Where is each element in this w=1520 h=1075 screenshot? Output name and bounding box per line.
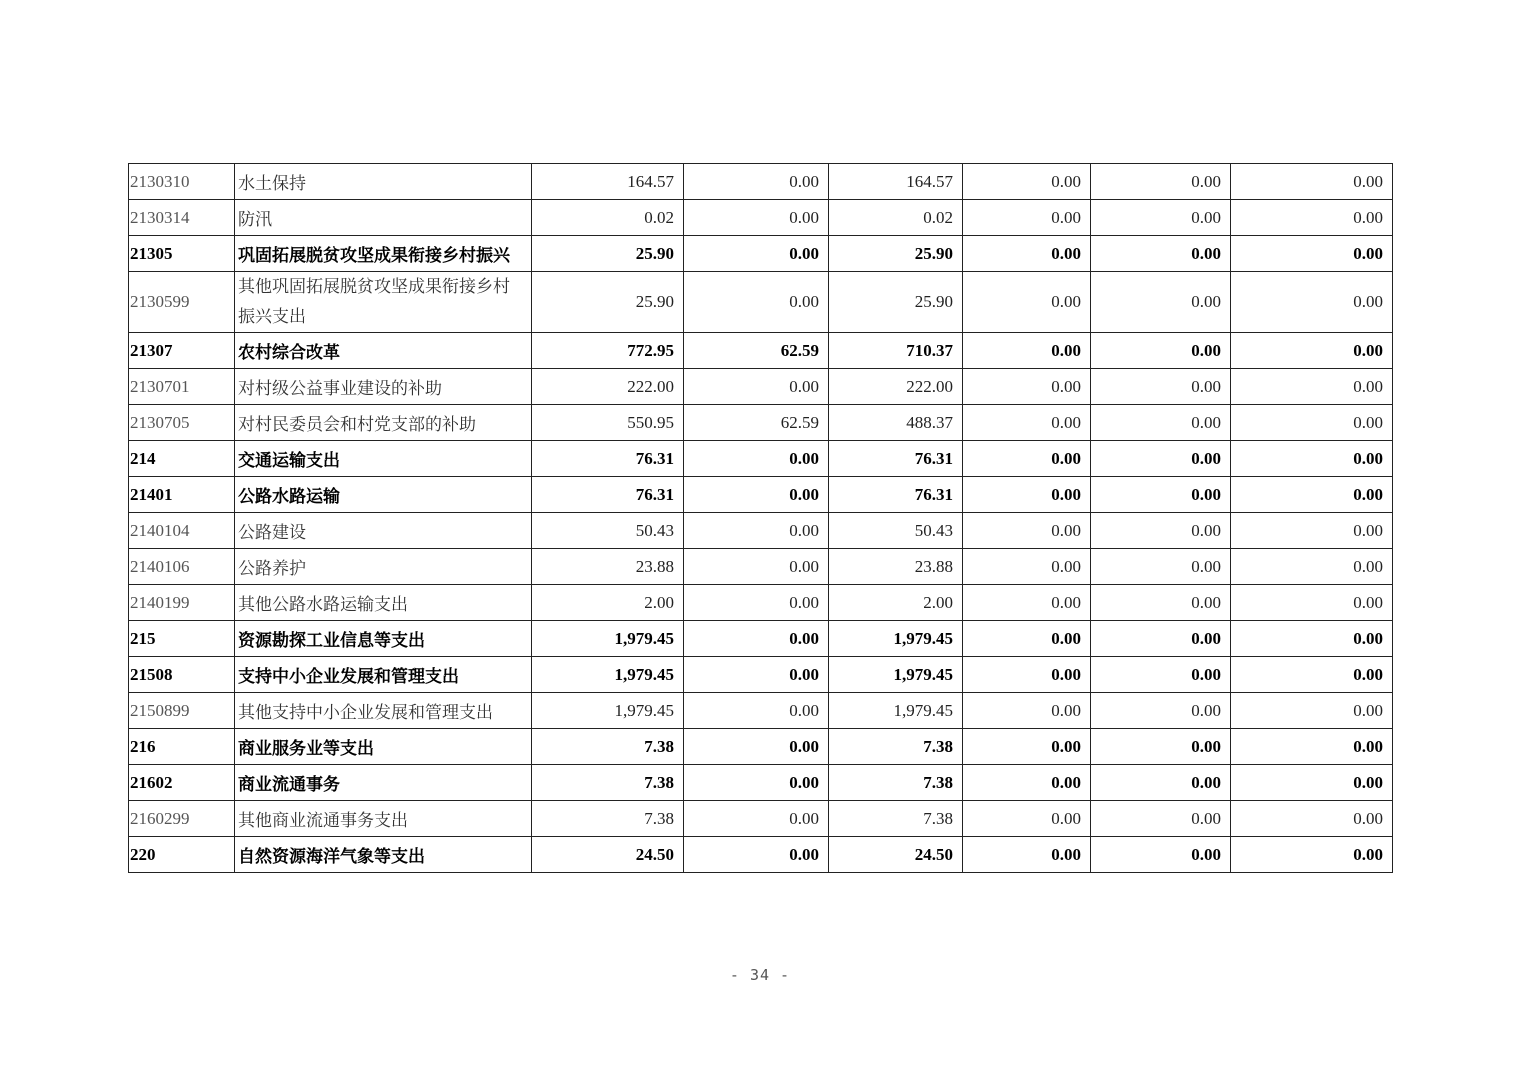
account-code-cell: 2160299: [129, 801, 235, 837]
amount-cell: 0.00: [684, 369, 829, 405]
account-code-cell: 21602: [129, 765, 235, 801]
amount-cell: 1,979.45: [829, 693, 963, 729]
amount-cell: 0.00: [963, 441, 1091, 477]
amount-cell: 1,979.45: [532, 693, 684, 729]
amount-cell: 0.00: [1231, 585, 1393, 621]
amount-cell: 7.38: [829, 765, 963, 801]
amount-cell: 0.00: [1091, 513, 1231, 549]
amount-cell: 0.00: [1091, 657, 1231, 693]
amount-cell: 7.38: [829, 801, 963, 837]
amount-cell: 0.00: [963, 369, 1091, 405]
amount-cell: 0.00: [684, 164, 829, 200]
account-code-cell: 21307: [129, 333, 235, 369]
account-code-cell: 2150899: [129, 693, 235, 729]
amount-cell: 0.00: [1231, 333, 1393, 369]
account-name-cell: 对村级公益事业建设的补助: [235, 369, 532, 405]
table-row: [129, 477, 1393, 513]
amount-cell: 0.00: [963, 801, 1091, 837]
account-name-cell: 资源勘探工业信息等支出: [235, 621, 532, 657]
amount-cell: 0.00: [963, 657, 1091, 693]
amount-cell: 0.00: [963, 236, 1091, 272]
amount-cell: 0.00: [1231, 272, 1393, 333]
account-name-cell: 其他巩固拓展脱贫攻坚成果衔接乡村振兴支出: [235, 272, 532, 333]
table-row: [129, 441, 1393, 477]
amount-cell: 23.88: [829, 549, 963, 585]
account-name-cell: 防汛: [235, 200, 532, 236]
amount-cell: 76.31: [532, 441, 684, 477]
amount-cell: 710.37: [829, 333, 963, 369]
amount-cell: 0.00: [1091, 621, 1231, 657]
account-name-cell: 交通运输支出: [235, 441, 532, 477]
amount-cell: 0.00: [684, 837, 829, 873]
account-code-cell: 21508: [129, 657, 235, 693]
account-code-cell: 21305: [129, 236, 235, 272]
amount-cell: 0.00: [684, 693, 829, 729]
table-row: [129, 164, 1393, 200]
amount-cell: 7.38: [829, 729, 963, 765]
account-name-cell: 其他支持中小企业发展和管理支出: [235, 693, 532, 729]
amount-cell: 7.38: [532, 801, 684, 837]
table-row: [129, 236, 1393, 272]
amount-cell: 0.00: [1091, 765, 1231, 801]
amount-cell: 222.00: [829, 369, 963, 405]
account-code-cell: 2130314: [129, 200, 235, 236]
amount-cell: 2.00: [532, 585, 684, 621]
table-body: [129, 164, 1393, 873]
amount-cell: 24.50: [829, 837, 963, 873]
account-name-cell: 支持中小企业发展和管理支出: [235, 657, 532, 693]
account-name-cell: 巩固拓展脱贫攻坚成果衔接乡村振兴: [235, 236, 532, 272]
amount-cell: 0.00: [1231, 621, 1393, 657]
amount-cell: 0.00: [684, 621, 829, 657]
account-name-cell: 其他公路水路运输支出: [235, 585, 532, 621]
amount-cell: 0.00: [684, 200, 829, 236]
page-number: - 34 -: [729, 966, 791, 984]
amount-cell: 0.00: [684, 765, 829, 801]
amount-cell: 0.00: [963, 272, 1091, 333]
amount-cell: 0.00: [963, 333, 1091, 369]
amount-cell: 0.00: [1091, 164, 1231, 200]
amount-cell: 0.00: [1231, 693, 1393, 729]
amount-cell: 0.00: [1091, 236, 1231, 272]
amount-cell: 222.00: [532, 369, 684, 405]
amount-cell: 0.00: [1091, 693, 1231, 729]
amount-cell: 0.00: [684, 549, 829, 585]
table-row: [129, 405, 1393, 441]
account-code-cell: 2130701: [129, 369, 235, 405]
budget-table: [128, 163, 1393, 873]
amount-cell: 0.00: [1231, 200, 1393, 236]
amount-cell: 0.00: [1231, 549, 1393, 585]
account-name-cell: 对村民委员会和村党支部的补助: [235, 405, 532, 441]
account-code-cell: 220: [129, 837, 235, 873]
table-row: [129, 729, 1393, 765]
table-row: [129, 621, 1393, 657]
amount-cell: 0.00: [1091, 369, 1231, 405]
amount-cell: 0.00: [1231, 513, 1393, 549]
amount-cell: 0.00: [1091, 333, 1231, 369]
amount-cell: 0.00: [684, 513, 829, 549]
amount-cell: 1,979.45: [829, 621, 963, 657]
amount-cell: 7.38: [532, 765, 684, 801]
amount-cell: 62.59: [684, 405, 829, 441]
table-row: [129, 333, 1393, 369]
amount-cell: 0.00: [684, 477, 829, 513]
account-name-cell: 商业服务业等支出: [235, 729, 532, 765]
account-code-cell: 21401: [129, 477, 235, 513]
account-name-cell: 公路养护: [235, 549, 532, 585]
table-row: [129, 513, 1393, 549]
amount-cell: 0.00: [1091, 441, 1231, 477]
account-code-cell: 2140104: [129, 513, 235, 549]
amount-cell: 0.00: [1091, 729, 1231, 765]
amount-cell: 0.00: [684, 441, 829, 477]
amount-cell: 0.00: [1231, 801, 1393, 837]
amount-cell: 772.95: [532, 333, 684, 369]
amount-cell: 164.57: [829, 164, 963, 200]
account-code-cell: 214: [129, 441, 235, 477]
amount-cell: 0.00: [963, 621, 1091, 657]
table-row: [129, 765, 1393, 801]
account-code-cell: 2130310: [129, 164, 235, 200]
table-row: [129, 837, 1393, 873]
amount-cell: 0.00: [1231, 837, 1393, 873]
amount-cell: 7.38: [532, 729, 684, 765]
amount-cell: 488.37: [829, 405, 963, 441]
amount-cell: 0.00: [1231, 765, 1393, 801]
amount-cell: 0.02: [829, 200, 963, 236]
amount-cell: 50.43: [532, 513, 684, 549]
amount-cell: 0.00: [1091, 200, 1231, 236]
amount-cell: 0.00: [963, 693, 1091, 729]
table-row: [129, 657, 1393, 693]
amount-cell: 0.00: [963, 164, 1091, 200]
amount-cell: 0.02: [532, 200, 684, 236]
amount-cell: 0.00: [1231, 729, 1393, 765]
amount-cell: 25.90: [829, 236, 963, 272]
table-row: [129, 272, 1393, 333]
amount-cell: 25.90: [829, 272, 963, 333]
account-code-cell: 215: [129, 621, 235, 657]
amount-cell: 0.00: [1231, 236, 1393, 272]
amount-cell: 0.00: [963, 477, 1091, 513]
account-name-cell: 公路水路运输: [235, 477, 532, 513]
amount-cell: 76.31: [829, 441, 963, 477]
amount-cell: 0.00: [963, 765, 1091, 801]
amount-cell: 0.00: [1091, 837, 1231, 873]
amount-cell: 0.00: [1091, 477, 1231, 513]
account-name-cell: 水土保持: [235, 164, 532, 200]
account-name-cell: 商业流通事务: [235, 765, 532, 801]
account-code-cell: 2130599: [129, 272, 235, 333]
account-name-cell: 公路建设: [235, 513, 532, 549]
amount-cell: 0.00: [1231, 657, 1393, 693]
amount-cell: 0.00: [963, 200, 1091, 236]
amount-cell: 25.90: [532, 236, 684, 272]
amount-cell: 0.00: [1231, 405, 1393, 441]
account-name-cell: 其他商业流通事务支出: [235, 801, 532, 837]
account-name-cell: 自然资源海洋气象等支出: [235, 837, 532, 873]
account-name-cell: 农村综合改革: [235, 333, 532, 369]
amount-cell: 0.00: [963, 585, 1091, 621]
amount-cell: 0.00: [963, 513, 1091, 549]
amount-cell: 0.00: [1231, 164, 1393, 200]
amount-cell: 1,979.45: [829, 657, 963, 693]
account-code-cell: 216: [129, 729, 235, 765]
table-row: [129, 801, 1393, 837]
amount-cell: 0.00: [1091, 549, 1231, 585]
amount-cell: 0.00: [1231, 441, 1393, 477]
amount-cell: 1,979.45: [532, 657, 684, 693]
amount-cell: 0.00: [684, 272, 829, 333]
account-code-cell: 2140199: [129, 585, 235, 621]
table-row: [129, 369, 1393, 405]
amount-cell: 23.88: [532, 549, 684, 585]
amount-cell: 0.00: [1091, 585, 1231, 621]
table-row: [129, 200, 1393, 236]
amount-cell: 25.90: [532, 272, 684, 333]
table-row: [129, 585, 1393, 621]
amount-cell: 0.00: [1091, 801, 1231, 837]
account-code-cell: 2130705: [129, 405, 235, 441]
amount-cell: 0.00: [684, 657, 829, 693]
amount-cell: 0.00: [684, 801, 829, 837]
amount-cell: 0.00: [1091, 405, 1231, 441]
amount-cell: 0.00: [1231, 477, 1393, 513]
account-code-cell: 2140106: [129, 549, 235, 585]
table-row: [129, 549, 1393, 585]
amount-cell: 76.31: [532, 477, 684, 513]
amount-cell: 0.00: [1091, 272, 1231, 333]
amount-cell: 550.95: [532, 405, 684, 441]
amount-cell: 50.43: [829, 513, 963, 549]
table-row: [129, 693, 1393, 729]
amount-cell: 0.00: [684, 729, 829, 765]
amount-cell: 0.00: [963, 729, 1091, 765]
amount-cell: 24.50: [532, 837, 684, 873]
amount-cell: 1,979.45: [532, 621, 684, 657]
amount-cell: 62.59: [684, 333, 829, 369]
amount-cell: 0.00: [963, 405, 1091, 441]
amount-cell: 0.00: [963, 837, 1091, 873]
amount-cell: 2.00: [829, 585, 963, 621]
amount-cell: 164.57: [532, 164, 684, 200]
amount-cell: 0.00: [684, 236, 829, 272]
amount-cell: 0.00: [684, 585, 829, 621]
amount-cell: 0.00: [963, 549, 1091, 585]
amount-cell: 76.31: [829, 477, 963, 513]
amount-cell: 0.00: [1231, 369, 1393, 405]
